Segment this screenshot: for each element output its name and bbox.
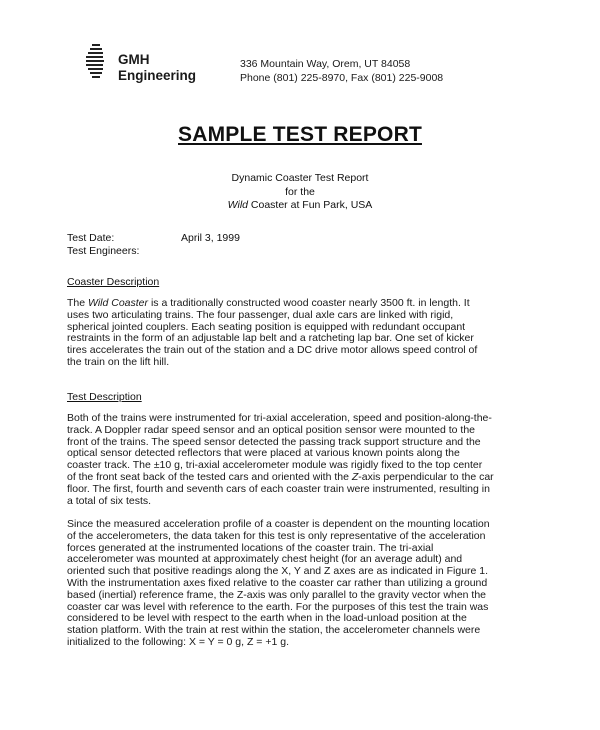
text-line: of the front seat back of the tested cars and oriented with the Z-axis perpendicular to the car (67, 470, 494, 483)
text-line: tires accelerates the train out of the station and a DC drive motor allows speed control of (67, 344, 478, 357)
text-line: a total of six tests. (67, 494, 152, 507)
text-line: coaster track. The ±10 g, tri-axial accelerometer module was rigidly fixed to the top center (67, 459, 483, 472)
text-line: station platform. With the train at rest within the station, the accelerometer channels were (67, 624, 481, 637)
test-date-label: Test Date: (67, 232, 115, 244)
company-name-line2: Engineering (118, 68, 197, 83)
test-date-value: April 3, 1999 (181, 232, 240, 244)
text-line: restraints in the form of an adjustable lap belt and a ratcheting lap bar. One set of kicker (67, 332, 474, 345)
subtitle-line2: for the (285, 185, 315, 198)
phone-fax-line: Phone (801) 225-8970, Fax (801) 225-9008 (240, 71, 444, 84)
text-line: considered to be level with respect to the earth when in the load-unload position at the (67, 612, 467, 625)
test-metadata (67, 232, 240, 257)
test-description-heading: Test Description (67, 391, 142, 403)
text-line: The Wild Coaster is a traditionally constructed wood coaster nearly 3500 ft. in length. It (67, 297, 470, 309)
subtitle-line3 (0, 199, 600, 213)
text-line: of the accelerometers, the data taken for this test is only representative of the acceleration (67, 529, 486, 542)
text-line: floor. The first, fourth and seventh cars of each coaster train were instrumented, resulting in (67, 482, 490, 495)
text-line: uses two articulating trains. The four passenger, dual axle cars are linked with rigid, (67, 308, 454, 321)
company-name-line1: GMH (118, 52, 150, 67)
test-description-paragraph-2 (67, 519, 537, 649)
text-line: track. A Doppler radar speed sensor and an optical position sensor were mounted to the (67, 423, 475, 436)
text-line: Both of the trains were instrumented for tri-axial acceleration, speed and position-along-the- (67, 412, 492, 424)
text-line: Since the measured acceleration profile of a coaster is dependent on the mounting location (67, 518, 490, 530)
text-line: spherical jointed couplers. Each seating position is equipped with redundant occupant (67, 320, 466, 333)
text-line: front of the trains. The speed sensor detected the passing track support structure and the (67, 435, 481, 448)
text-line: coaster car was level with reference to the earth. For the purposes of this test the train was (67, 600, 489, 613)
report-subtitle (0, 172, 600, 213)
test-engineers-label: Test Engineers: (67, 244, 140, 257)
subtitle-coaster-name: Wild (227, 199, 248, 211)
text-line: accelerometer was mounted at approximately chest height (for an average adult) and (67, 553, 463, 566)
text-line: optical sensor detected reflectors that were placed at various known points along the (67, 447, 460, 460)
text-line: the train on the lift hill. (67, 355, 170, 368)
test-date-row (67, 232, 240, 245)
coaster-description-paragraph (67, 298, 537, 369)
text-line: initialized to the following: X = Y = 0 g, Z = +1 g. (67, 635, 290, 648)
address-line: 336 Mountain Way, Orem, UT 84058 (240, 58, 411, 70)
company-name (118, 52, 196, 84)
text-line: With the instrumentation axes fixed relative to the coaster car rather than utilizing a ground (67, 576, 488, 589)
coaster-description-heading: Coaster Description (67, 276, 160, 288)
text-line: forces generated at the instrumented locations of the coaster train. The tri-axial (67, 541, 434, 554)
test-engineers-row (67, 245, 240, 258)
report-title: SAMPLE TEST REPORT (178, 123, 422, 146)
text-line: oriented such that positive readings along the X, Y and Z axes are as indicated in Figure 1. (67, 565, 489, 578)
subtitle-line1: Dynamic Coaster Test Report (231, 172, 369, 184)
gmh-logo-icon (86, 44, 108, 80)
text-line: based (inertial) reference frame, the Z-axis was only parallel to the gravity vector when the (67, 588, 487, 601)
test-description-paragraph-1 (67, 413, 537, 507)
subtitle-line3-rest: Coaster at Fun Park, USA (248, 199, 373, 211)
company-address (240, 58, 443, 85)
